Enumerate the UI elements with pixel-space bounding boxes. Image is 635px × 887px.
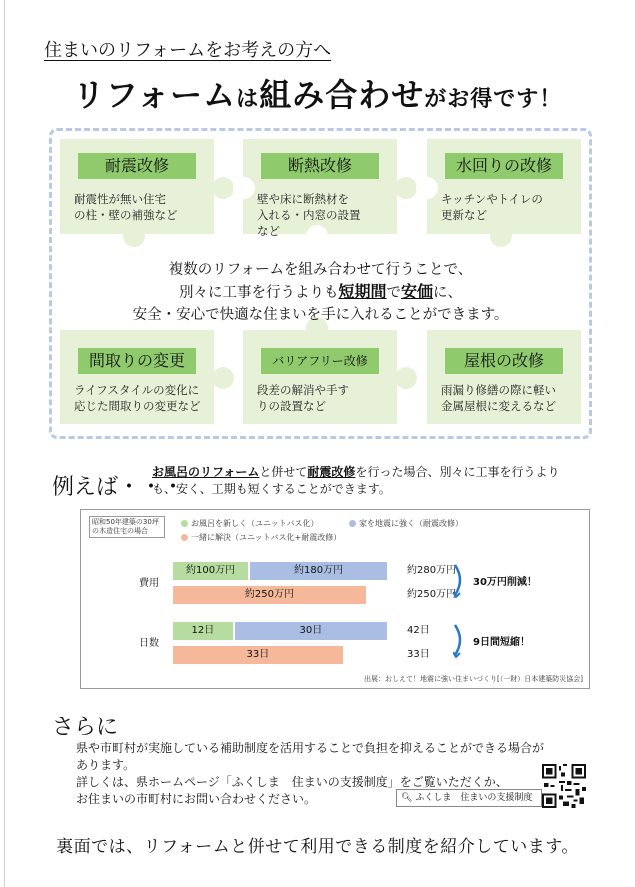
- card-desc: 段差の解消や手す りの設置など: [257, 383, 349, 413]
- curve-arrow-icon: [453, 622, 467, 658]
- row-label-days: 日数: [139, 638, 159, 649]
- card-tag: 耐震改修: [78, 153, 196, 179]
- puzzle-knob: [490, 225, 512, 247]
- card-desc: 雨漏り修繕の際に軽い 金属屋根に変えるなど: [441, 383, 556, 413]
- card-roof: [427, 330, 581, 424]
- chart-source: 出展：おしえて！地震に強い住まいづくり[（一財）日本建築防災協会]: [364, 675, 583, 683]
- headline-part3: 組み合わせ: [259, 76, 425, 114]
- total-separate-cost: 約280万円: [407, 565, 457, 576]
- puzzle-knob: [395, 177, 417, 199]
- callout-days: 9日間短縮！: [473, 637, 530, 648]
- search-box[interactable]: [396, 789, 542, 807]
- bar-seismic-0: 約180万円: [250, 562, 387, 580]
- search-icon: 🔍︎: [401, 793, 413, 803]
- puzzle-knob: [123, 225, 145, 247]
- headline-part1: リフォーム: [72, 76, 237, 114]
- reform-panel: [49, 128, 592, 439]
- card-tag: 断熱改修: [261, 153, 379, 179]
- puzzle-knob: [212, 177, 234, 199]
- bar-bath-0: 約100万円: [173, 562, 248, 580]
- headline-part2: は: [236, 87, 260, 112]
- card-water: [427, 139, 581, 234]
- puzzle-knob: [395, 367, 417, 389]
- card-tag: バリアフリー改修: [261, 348, 379, 374]
- total-separate-days: 42日: [407, 625, 430, 636]
- total-combined-cost: 約250万円: [407, 589, 457, 600]
- bar-combined-0: 約250万円: [173, 586, 366, 604]
- headline: [0, 70, 635, 116]
- puzzle-notch: [416, 177, 438, 199]
- chart-note: 昭和50年建築の30坪の木造住宅の場合: [89, 516, 165, 538]
- card-desc: キッチンやトイレの 更新など: [441, 192, 543, 222]
- puzzle-knob: [212, 367, 234, 389]
- card-desc: 壁や床に断熱材を 入れる・内窓の設置 など: [257, 192, 361, 238]
- page-edge-line: [4, 0, 5, 887]
- further-label: さらに: [52, 715, 119, 740]
- intro-text: 住まいのリフォームをお考えの方へ: [44, 40, 332, 61]
- row-label-cost: 費用: [139, 578, 159, 589]
- example-label: 例えば・・・: [52, 475, 185, 500]
- center-message: 複数のリフォームを組み合わせて行うことで、 別々に工事を行うよりも短期間で安価に、 安全・安心で快適な住まいを手に入れることができます。: [132, 262, 509, 323]
- bar-bath-1: 12日: [173, 622, 233, 640]
- legend-item-combined: 一緒に解決（ユニットバス化+耐震改修）: [181, 532, 341, 543]
- card-layout: [60, 330, 214, 424]
- search-text: ふくしま 住まいの支援制度: [415, 793, 533, 803]
- card-tag: 屋根の改修: [445, 348, 563, 374]
- puzzle-notch: [306, 225, 328, 247]
- card-desc: 耐震性が無い住宅 の柱・壁の補強など: [74, 192, 178, 222]
- footer-text: 裏面では、リフォームと併せて利用できる制度を紹介しています。: [56, 837, 579, 857]
- card-barrierfree: [243, 330, 397, 424]
- reform-puzzle: [60, 139, 581, 428]
- callout-cost: 30万円削減！: [473, 577, 537, 588]
- comparison-chart: [80, 509, 590, 689]
- total-combined-days: 33日: [407, 649, 430, 660]
- bar-seismic-1: 30日: [235, 622, 387, 640]
- example-text: お風呂のリフォームと併せて耐震改修を行った場合、別々に工事を行うより も、安く、工期も短くすることができます。: [152, 465, 560, 496]
- puzzle-notch: [233, 177, 255, 199]
- curve-arrow-icon: [453, 562, 467, 598]
- legend-item-bath: お風呂を新しく（ユニットバス化）: [181, 518, 319, 529]
- headline-part4: がお得です！: [424, 87, 563, 112]
- further-text: 県や市町村が実施している補助制度を活用することで負担を抑えることができる場合が あります。 詳しくは、県ホームページ「ふくしま 住まいの支援制度」をご覧いただくか、 お住まいの市町村にお問い合わせください。: [76, 741, 545, 806]
- card-tag: 間取りの変更: [78, 348, 196, 374]
- legend-item-seismic: 家を地震に強く（耐震改修）: [349, 518, 463, 529]
- card-insulation: [243, 139, 397, 238]
- card-tag: 水回りの改修: [445, 153, 563, 179]
- card-seismic: [60, 139, 214, 234]
- card-desc: ライフスタイルの変化に 応じた間取りの変更など: [74, 383, 201, 413]
- qr-code[interactable]: [542, 764, 586, 808]
- bar-combined-1: 33日: [173, 646, 343, 664]
